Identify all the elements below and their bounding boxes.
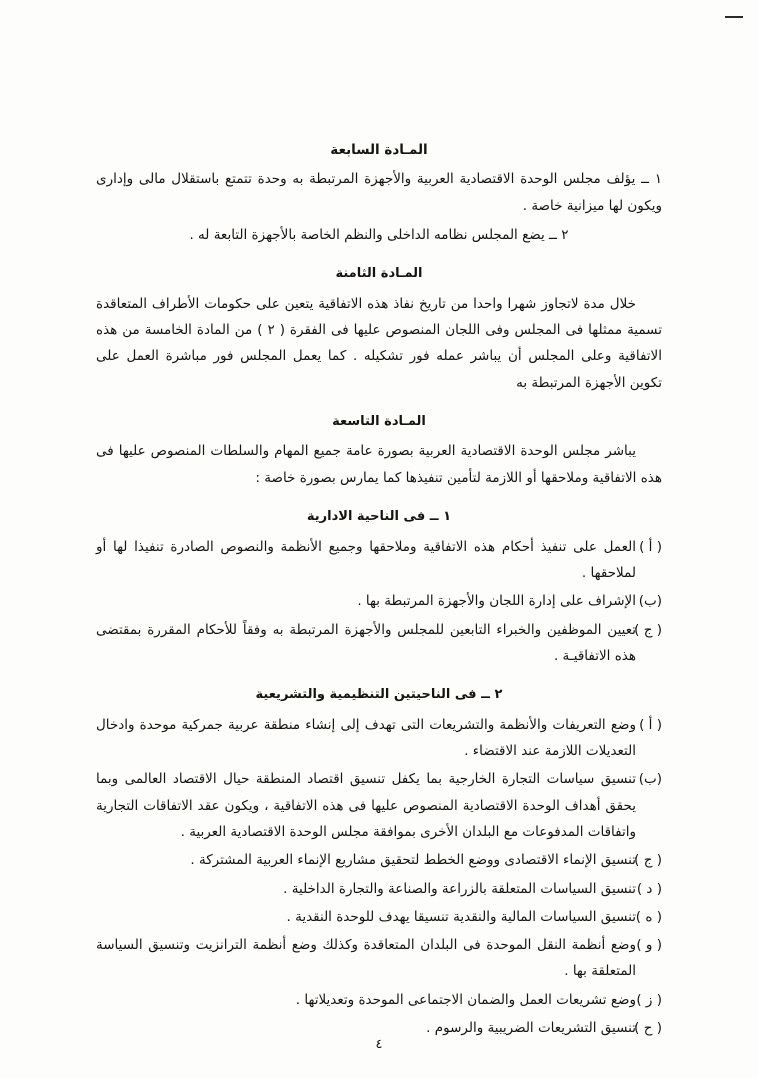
list-item-marker: ( ج ): [634, 621, 662, 638]
list-item-marker: ( د ): [636, 880, 662, 897]
document-body: [96, 140, 662, 1051]
list-item: [96, 766, 662, 845]
article-seven-clause-2: ٢ ــ يضع المجلس نظامه الداخلى والنظم الخاصة بالأجهزة التابعة له .: [189, 226, 569, 243]
article-eight-heading: المـادة الثامنة: [335, 266, 423, 282]
list-item-marker: ( ح ): [634, 1020, 662, 1037]
list-item: [96, 904, 662, 930]
list-item-text: وضع التعريفات والأنظمة والتشريعات التى تهدف إلى إنشاء منطقة عربية جمركية موحدة وادخال التعديلات اللازمة عند الاقتضاء .: [96, 716, 636, 759]
list-item-marker: ( ز ): [636, 991, 662, 1008]
article-seven: [96, 140, 662, 248]
article-eight-clause-1: خلال مدة لاتجاوز شهرا واحدا من تاريخ نفاذ هذه الاتفاقية يتعين على حكومات الأطراف المتعاقدة تسمية ممثلها فى المجلس وفى اللجان المنصوص عليها فى الفقرة ( ٢ ) من المادة الخامسة من هذه الاتفاقية وعلى المجلس أن يباشر عمله فور تشكيله . كما يعمل المجلس فور مباشرة العمل على تكوين الأجهزة المرتبطة به: [96, 295, 662, 391]
list-item-text: وضع أنظمة النقل الموحدة فى البلدان المتعاقدة وكذلك وضع أنظمة الترانزيت وتنسيق السياسة المتعلقة بها .: [96, 937, 636, 980]
list-item-marker: (ب): [638, 771, 662, 788]
list-item-text: العمل على تنفيذ أحكام هذه الاتفاقية وملاحقها وجميع الأنظمة والنصوص الصادرة تنفيذا لها أو لملاحقها .: [96, 538, 636, 581]
section-regulatory-heading: ٢ ــ فى الناحيتين التنظيمية والتشريعية: [255, 687, 503, 703]
list-item: [96, 534, 662, 587]
article-nine: [96, 412, 662, 491]
list-item-marker: ( أ ): [639, 716, 662, 733]
article-nine-clause-1: يباشر مجلس الوحدة الاقتصادية العربية بصورة عامة جميع المهام والسلطات المنصوص عليها فى هذه الاتفاقية وملاحقها أو اللازمة لتأمين تنفيذها كما يمارس بصورة خاصة :: [96, 443, 662, 486]
list-item-text: الإشراف على إدارة اللجان والأجهزة المرتبطة بها .: [357, 593, 636, 610]
list-item: [96, 588, 662, 614]
article-seven-clause-1: ١ ــ يؤلف مجلس الوحدة الاقتصادية العربية والأجهزة المرتبطة به وحدة تتمتع باستقلال مالى وإدارى ويكون لها ميزانية خاصة .: [96, 171, 662, 214]
list-item: [96, 987, 662, 1013]
section-administrative: [96, 507, 662, 669]
section-administrative-heading: ١ ــ فى الناحية الادارية: [306, 509, 452, 525]
page-number: ٤: [375, 1037, 383, 1052]
list-item-text: وضع تشريعات العمل والضمان الاجتماعى الموحدة وتعديلاتها .: [295, 991, 636, 1008]
list-item-text: تنسيق الإنماء الاقتصادى ووضع الخطط لتحقيق مشاريع الإنماء العربية المشتركة .: [190, 852, 636, 869]
list-item-marker: ( أ ): [639, 538, 662, 555]
list-item-text: تعيين الموظفين والخبراء التابعين للمجلس والأجهزة المرتبطة به وفقاً للأحكام المقررة بمقتضى هذه الاتفاقيـة .: [96, 621, 636, 664]
article-nine-heading: المـادة التاسعة: [332, 413, 426, 429]
list-item-marker: ( ه ): [635, 908, 662, 925]
list-item-text: تنسيق السياسات المالية والنقدية تنسيقا يهدف للوحدة النقدية .: [286, 908, 636, 925]
list-item-marker: ( ج ): [634, 852, 662, 869]
list-item-text: تنسيق التشريعات الضريبية والرسوم .: [426, 1020, 636, 1037]
section-regulatory-legislative: [96, 685, 662, 1041]
list-item-marker: (ب): [638, 593, 662, 610]
article-seven-heading: المـادة السابعة: [330, 142, 428, 158]
list-item-text: تنسيق السياسات المتعلقة بالزراعة والصناعة والتجارة الداخلية .: [283, 880, 636, 897]
list-item-text: تنسيق سياسات التجارة الخارجية بما يكفل تنسيق اقتصاد المنطقة حيال الاقتصاد العالمى وبما يحقق أهداف الوحدة الاقتصادية المنصوص عليها فى هذه الاتفاقية ، ويكون عقد الاتفاقات التجارية واتفاقات المدفوعات مع البلدان الأخرى بموافقة مجلس الوحدة الاقتصادية العربية .: [96, 771, 636, 840]
list-item-marker: ( و ): [636, 937, 662, 954]
article-eight: [96, 264, 662, 396]
list-item: [96, 712, 662, 765]
page-corner-mark: [725, 16, 743, 18]
list-item: [96, 932, 662, 985]
list-item: [96, 876, 662, 902]
list-item: [96, 847, 662, 873]
list-item: [96, 617, 662, 670]
